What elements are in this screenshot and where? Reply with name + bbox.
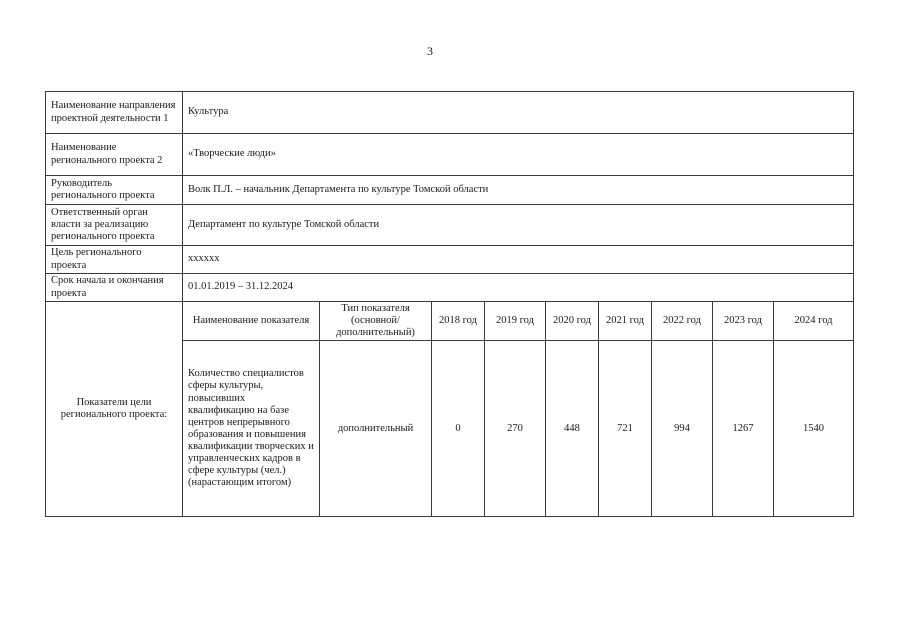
- value-2018: 0: [432, 341, 485, 517]
- header-year-2019: 2019 год: [485, 302, 546, 341]
- indicator-type: дополнительный: [320, 341, 432, 517]
- table-row: [46, 246, 854, 274]
- row-label-head: Руководитель регионального проекта: [46, 176, 183, 205]
- value-2021: 721: [599, 341, 652, 517]
- row-value-term: 01.01.2019 – 31.12.2024: [183, 274, 854, 302]
- value-2022: 994: [652, 341, 713, 517]
- table-row: [46, 92, 854, 134]
- table-row: [46, 205, 854, 246]
- row-value-head: Волк П.Л. – начальник Департамента по культуре Томской области: [183, 176, 854, 205]
- page-number: 3: [427, 44, 433, 58]
- header-year-2023: 2023 год: [713, 302, 774, 341]
- row-value-responsible-body: Департамент по культуре Томской области: [183, 205, 854, 246]
- row-label-term: Срок начала и окончания проекта: [46, 274, 183, 302]
- row-label-responsible-body: Ответственный орган власти за реализацию регионального проекта: [46, 205, 183, 246]
- value-2019: 270: [485, 341, 546, 517]
- row-value-goal: xxxxxx: [183, 246, 854, 274]
- project-passport-table: [45, 91, 854, 517]
- header-indicator-name: Наименование показателя: [183, 302, 320, 341]
- row-label-direction: Наименование направления проектной деятельности 1: [46, 92, 183, 134]
- header-year-2024: 2024 год: [774, 302, 854, 341]
- table-row: [46, 134, 854, 176]
- indicators-header-row: [46, 302, 854, 341]
- header-year-2020: 2020 год: [546, 302, 599, 341]
- row-value-direction: Культура: [183, 92, 854, 134]
- value-2024: 1540: [774, 341, 854, 517]
- value-2023: 1267: [713, 341, 774, 517]
- header-indicator-type: Тип показателя (основной/ дополнительный): [320, 302, 432, 341]
- indicators-label: Показатели цели регионального проекта:: [46, 302, 183, 517]
- header-year-2022: 2022 год: [652, 302, 713, 341]
- header-year-2021: 2021 год: [599, 302, 652, 341]
- row-label-goal: Цель регионального проекта: [46, 246, 183, 274]
- table-row: [46, 176, 854, 205]
- table-row: [46, 274, 854, 302]
- row-label-project-name: Наименование регионального проекта 2: [46, 134, 183, 176]
- value-2020: 448: [546, 341, 599, 517]
- row-value-project-name: «Творческие люди»: [183, 134, 854, 176]
- indicator-name: Количество специалистов сферы культуры, повысивших квалификацию на базе центров непрерывного образования и повышения квалификации творческих и управленческих кадров в сфере культуры (чел.) (нарастающим итогом): [183, 341, 320, 517]
- header-year-2018: 2018 год: [432, 302, 485, 341]
